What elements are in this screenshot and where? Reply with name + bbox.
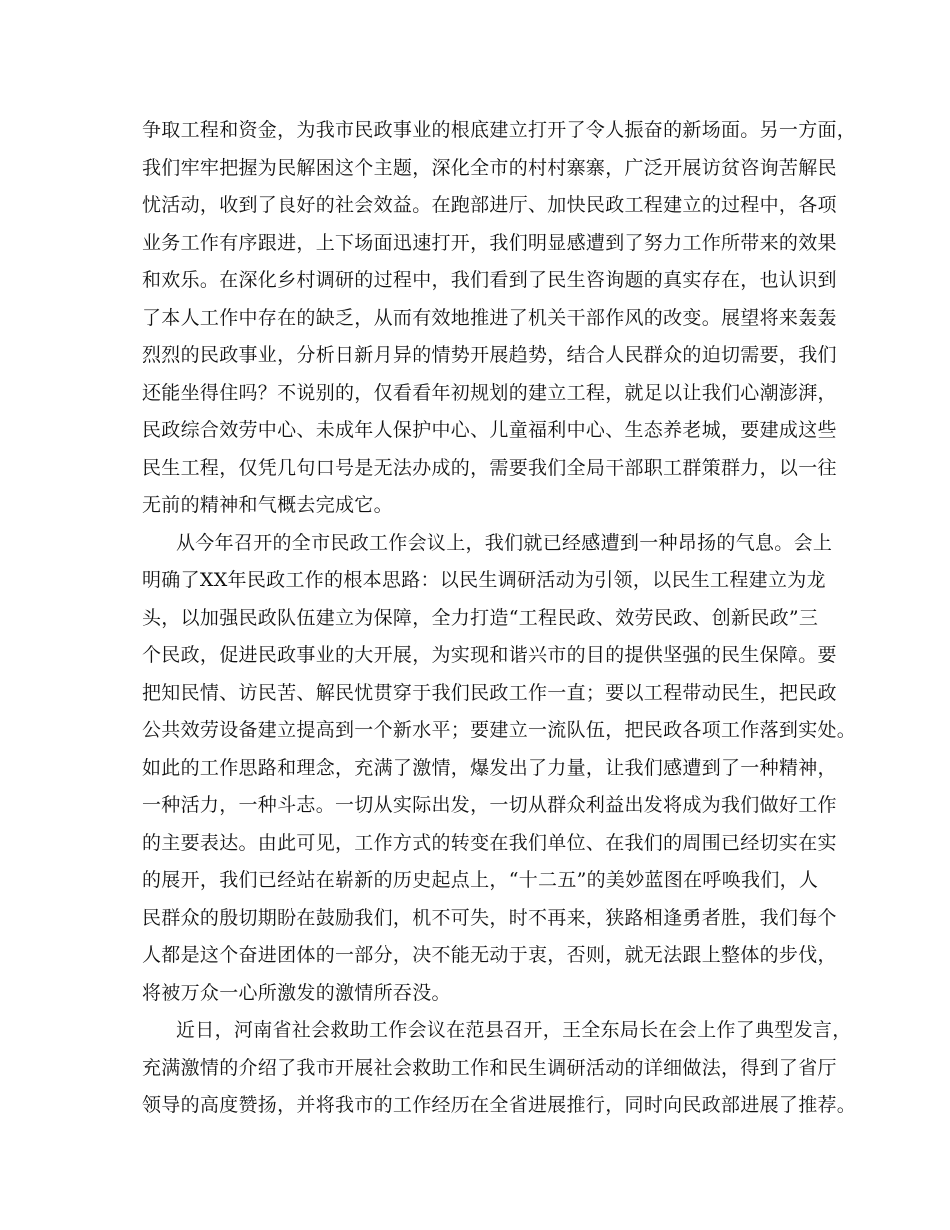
paragraph-1 [142, 112, 857, 525]
text-line: 烈烈的民政事业，分析日新月异的情势开展趋势，结合人民群众的迫切需要，我们 [142, 344, 837, 366]
text-line: 民政综合效劳中心、未成年人保护中心、儿童福利中心、生态养老城，要建成这些 [142, 419, 837, 441]
text-line: 的展开，我们已经站在崭新的历史起点上，“十二五”的美妙蓝图在呼唤我们，人 [142, 869, 819, 891]
text-line: 近日，河南省社会救助工作会议在范县召开，王全东局长在会上作了典型发言， [176, 1019, 852, 1041]
text-line: 头，以加强民政队伍建立为保障，全力打造“工程民政、效劳民政、创新民政”三 [142, 606, 819, 629]
text-line: 还能坐得住吗？不说别的，仅看看年初规划的建立工程，就足以让我们心潮澎湃， [142, 381, 837, 404]
text-line: 领导的高度赞扬，并将我市的工作经历在全省进展推行，同时向民政部进展了推荐。 [142, 1094, 857, 1116]
text-line: 明确了XX年民政工作的根本思路：以民生调研活动为引领，以民生工程建立为龙 [142, 569, 826, 591]
paragraph-2 [142, 525, 857, 1013]
text-line: 民群众的殷切期盼在鼓励我们，机不可失，时不再来，狭路相逢勇者胜，我们每个 [142, 906, 837, 929]
text-line: 个民政，促进民政事业的大开展，为实现和谐兴市的目的提供坚强的民生保障。要 [142, 644, 837, 666]
text-line: 我们牢牢把握为民解困这个主题，深化全市的村村寨寨，广泛开展访贫咨询苦解民 [142, 156, 837, 179]
text-line: 无前的精神和气概去完成它。 [142, 494, 393, 516]
text-line: 和欢乐。在深化乡村调研的过程中，我们看到了民生咨询题的真实存在，也认识到 [142, 269, 837, 291]
text-line: 争取工程和资金，为我市民政事业的根底建立打开了令人振奋的新场面。另一方面， [142, 119, 857, 141]
text-line: 人都是这个奋进团体的一部分，决不能无动于衷，否则，就无法跟上整体的步伐， [142, 944, 837, 966]
text-line: 公共效劳设备建立提高到一个新水平；要建立一流队伍，把民政各项工作落到实处。 [142, 719, 857, 741]
document-body [142, 112, 857, 1125]
paragraph-3 [142, 1012, 857, 1125]
text-line: 充满激情的介绍了我市开展社会救助工作和民生调研活动的详细做法，得到了省厅 [142, 1056, 837, 1079]
text-line: 一种活力，一种斗志。一切从实际出发，一切从群众利益出发将成为我们做好工作 [142, 794, 837, 816]
text-line: 把知民情、访民苦、解民忧贯穿于我们民政工作一直；要以工程带动民生，把民政 [142, 681, 837, 704]
text-line: 从今年召开的全市民政工作会议上，我们就已经感遭到一种昂扬的气息。会上 [176, 531, 833, 554]
text-line: 的主要表达。由此可见，工作方式的转变在我们单位、在我们的周围已经切实在实 [142, 831, 837, 854]
text-line: 忧活动，收到了良好的社会效益。在跑部进厅、加快民政工程建立的过程中，各项 [142, 194, 837, 216]
text-line: 民生工程，仅凭几句口号是无法办成的，需要我们全局干部职工群策群力，以一往 [142, 456, 837, 479]
text-line: 如此的工作思路和理念，充满了激情，爆发出了力量，让我们感遭到了一种精神， [142, 756, 837, 779]
text-line: 业务工作有序跟进，上下场面迅速打开，我们明显感遭到了努力工作所带来的效果 [142, 231, 837, 254]
text-line: 将被万众一心所激发的激情所吞没。 [142, 981, 451, 1004]
text-line: 了本人工作中存在的缺乏，从而有效地推进了机关干部作风的改变。展望将来轰轰 [142, 306, 837, 329]
